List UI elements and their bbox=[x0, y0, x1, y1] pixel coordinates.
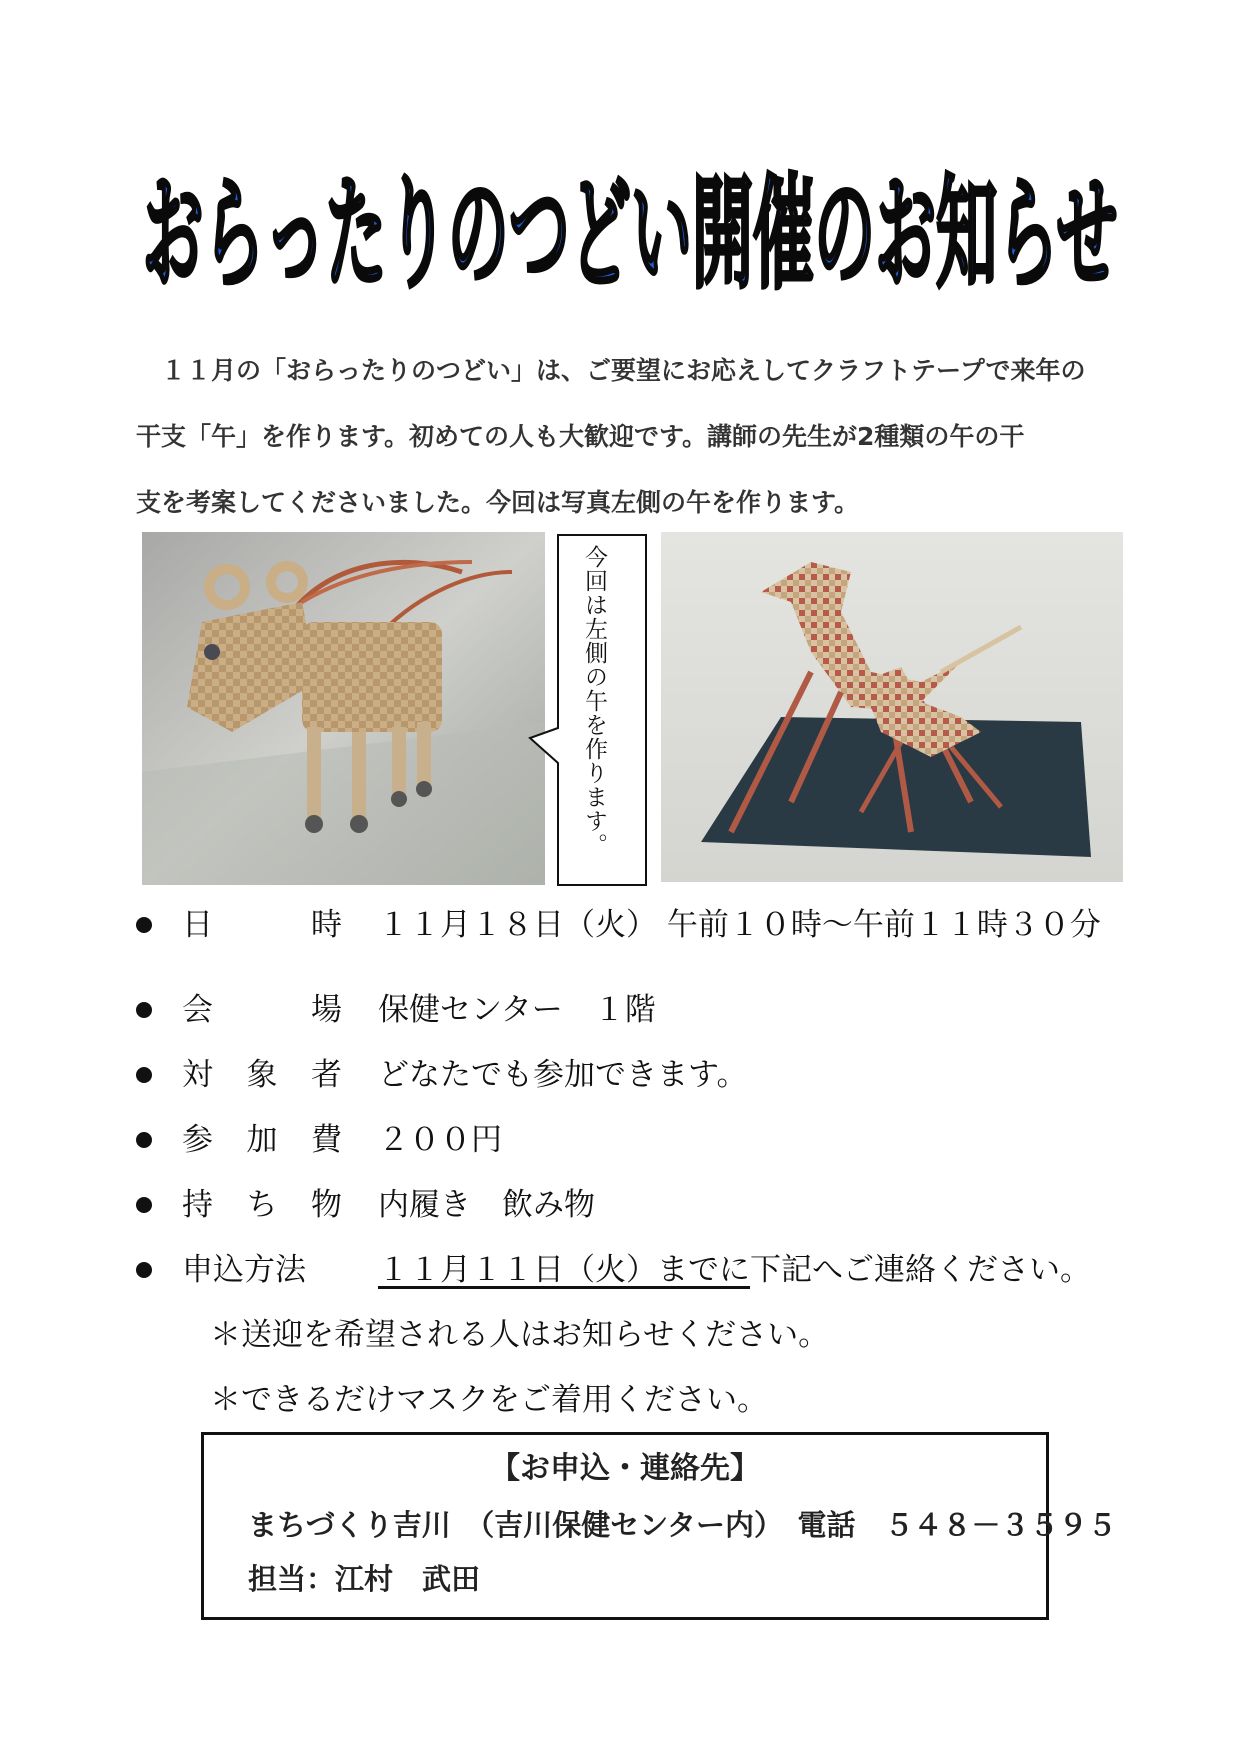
bullet-icon bbox=[136, 917, 152, 933]
bullet-icon bbox=[136, 1132, 152, 1148]
note-transport: ＊送迎を希望される人はお知らせください。 bbox=[210, 1317, 830, 1353]
bullet-icon bbox=[136, 1262, 152, 1278]
title-text: おらったりのつどい開催のお知らせ bbox=[142, 163, 1118, 305]
photo-woven-horses-stand bbox=[661, 532, 1123, 882]
detail-label: 持 ち 物 bbox=[182, 1187, 342, 1223]
intro-line: 支を考案してくださいました。今回は写真左側の午を作ります。 bbox=[136, 488, 860, 517]
intro-line: １１月の「おらったりのつどい」は、ご要望にお応えしてクラフトテープで来年の bbox=[136, 356, 1086, 385]
detail-value: ２００円 bbox=[378, 1122, 502, 1158]
bullet-icon bbox=[136, 1067, 152, 1083]
intro-paragraph bbox=[136, 338, 1096, 536]
detail-label: 会 場 bbox=[182, 992, 342, 1028]
detail-label: 日 時 bbox=[182, 907, 342, 943]
intro-line: 干支「午」を作ります。初めての人も大歓迎です。講師の先生が2種類の午の干 bbox=[136, 422, 1025, 451]
detail-label: 対 象 者 bbox=[182, 1057, 342, 1093]
detail-value: １１月１８日（火） 午前１０時～午前１１時３０分 bbox=[378, 907, 1101, 943]
contact-heading: 【お申込・連絡先】 bbox=[490, 1451, 760, 1486]
page-title bbox=[135, 118, 1125, 318]
contact-box bbox=[201, 1432, 1117, 1620]
deadline-rest-text: 下記へご連絡ください。 bbox=[750, 1252, 1091, 1288]
detail-value: どなたでも参加できます。 bbox=[378, 1057, 748, 1093]
bullet-icon bbox=[136, 1197, 152, 1213]
contact-person: 担当：江村 武田 bbox=[248, 1562, 481, 1596]
detail-value: 内履き 飲み物 bbox=[378, 1187, 595, 1223]
callout-bubble bbox=[528, 533, 648, 888]
detail-value bbox=[378, 1245, 1091, 1295]
deadline-text: １１月１１日（火）までに bbox=[378, 1252, 750, 1288]
contact-organization-phone: まちづくり吉川 （吉川保健センター内） 電話 ５４８－３５９５ bbox=[248, 1508, 1117, 1542]
note-mask: ＊できるだけマスクをご着用ください。 bbox=[210, 1382, 768, 1418]
bullet-icon bbox=[136, 1002, 152, 1018]
detail-label: 申込方法 bbox=[182, 1252, 306, 1288]
callout-text: 今回は左側の午を作ります。 bbox=[581, 545, 607, 857]
photo-woven-horse bbox=[142, 532, 545, 885]
detail-label: 参 加 費 bbox=[182, 1122, 342, 1158]
detail-value: 保健センター １階 bbox=[378, 992, 656, 1028]
